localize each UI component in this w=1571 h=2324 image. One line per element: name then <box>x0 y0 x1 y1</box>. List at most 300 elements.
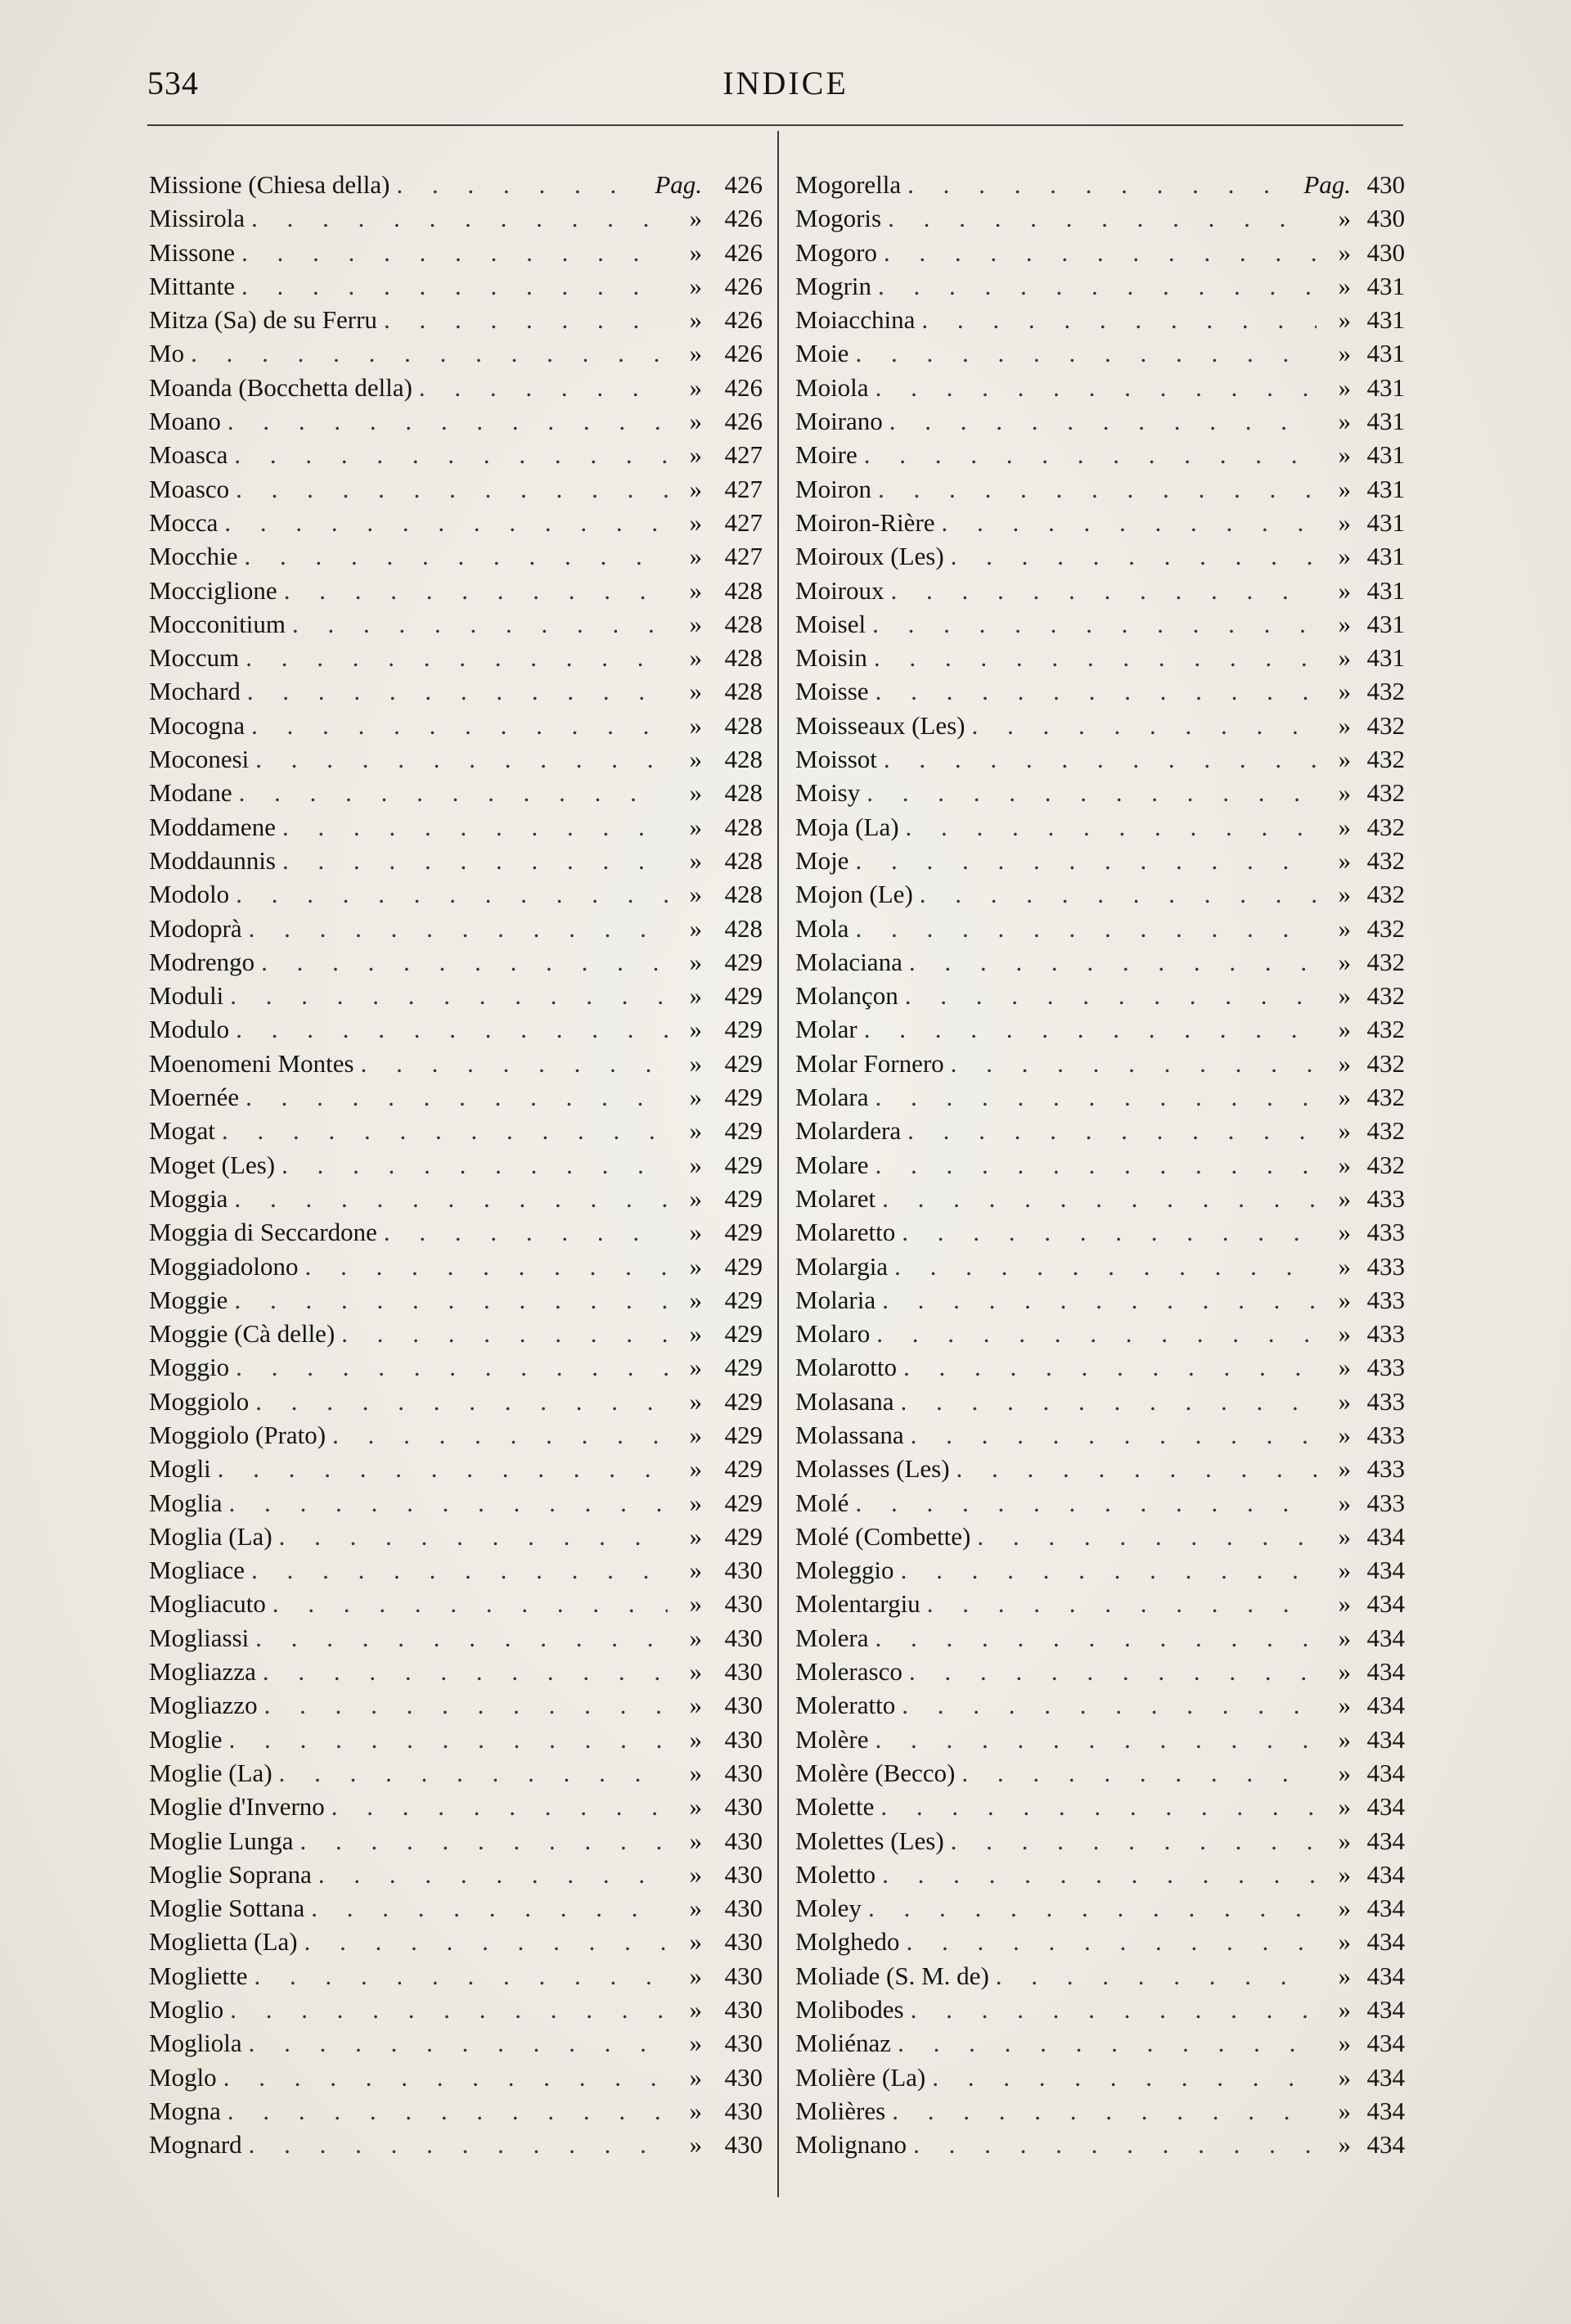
entry-name: Mognard <box>149 2130 242 2160</box>
entry-name: Moccum <box>149 643 240 673</box>
leader-dots <box>864 438 1317 471</box>
page-marker: » <box>1338 1454 1351 1484</box>
entry-name: Molghedo <box>795 1927 900 1957</box>
entry-name: Molargia <box>795 1251 889 1281</box>
leader-dots <box>906 810 1317 844</box>
entry-page-number: 429 <box>724 1218 763 1247</box>
leader-dots <box>927 1587 1317 1620</box>
index-entry <box>149 709 763 742</box>
entry-page-number: 433 <box>1366 1386 1405 1416</box>
entry-page-number: 430 <box>724 1758 763 1787</box>
entry-name: Molère (Becco) <box>795 1758 956 1787</box>
entry-name: Molières <box>795 2096 886 2125</box>
entry-name: Moggio <box>149 1353 230 1382</box>
page-marker: » <box>1338 305 1351 335</box>
leader-dots <box>292 607 668 641</box>
leader-dots <box>249 912 668 945</box>
index-entry <box>795 776 1405 809</box>
leader-dots <box>882 1283 1317 1317</box>
leader-dots <box>941 506 1317 539</box>
index-entry <box>149 1114 763 1147</box>
leader-dots <box>951 539 1317 573</box>
page-marker: » <box>689 1116 702 1146</box>
entry-page-number: 430 <box>724 2130 763 2160</box>
leader-dots <box>957 1452 1317 1485</box>
entry-name: Moleggio <box>795 1556 894 1585</box>
entry-page-number: 426 <box>724 237 763 267</box>
entry-name: Mogliazzo <box>149 1691 258 1720</box>
leader-dots <box>874 641 1317 674</box>
entry-page-number: 434 <box>1366 1826 1405 1855</box>
index-entry <box>149 1080 763 1114</box>
entry-name: Moja (La) <box>795 812 899 841</box>
index-entry <box>149 607 763 641</box>
leader-dots <box>239 776 668 809</box>
entry-name: Moenomeni Montes <box>149 1048 354 1078</box>
leader-dots <box>234 438 668 471</box>
index-entry <box>149 1824 763 1858</box>
page-marker: » <box>689 1859 702 1889</box>
page-marker: » <box>1338 778 1351 808</box>
leader-dots <box>891 574 1317 607</box>
leader-dots <box>249 2026 668 2060</box>
leader-dots <box>254 1959 668 1993</box>
page-marker: » <box>689 440 702 470</box>
entry-page-number: 429 <box>724 1015 763 1044</box>
entry-page-number: 427 <box>724 507 763 537</box>
entry-name: Molardera <box>795 1116 902 1146</box>
leader-dots <box>191 336 668 370</box>
leader-dots <box>227 404 668 438</box>
entry-page-number: 431 <box>1366 643 1405 673</box>
entry-name: Mogliazza <box>149 1657 256 1687</box>
page-marker: » <box>1338 2096 1351 2125</box>
entry-page-number: 429 <box>724 1183 763 1213</box>
page-marker: » <box>1338 981 1351 1011</box>
entry-name: Missone <box>149 237 236 267</box>
page-marker: » <box>1338 271 1351 300</box>
leader-dots <box>245 641 668 674</box>
index-entry <box>149 1215 763 1249</box>
entry-name: Missione (Chiesa della) <box>149 170 390 199</box>
index-entry <box>149 742 763 776</box>
index-entry <box>149 1621 763 1655</box>
entry-name: Moggia <box>149 1183 228 1213</box>
leader-dots <box>279 1756 668 1790</box>
index-entry <box>795 269 1405 303</box>
entry-name: Molasana <box>795 1386 894 1416</box>
index-entry <box>795 1688 1405 1722</box>
page-marker: » <box>689 1826 702 1855</box>
page-marker: » <box>1338 1420 1351 1449</box>
page-marker: » <box>689 710 702 740</box>
entry-name: Moley <box>795 1894 862 1923</box>
index-entry <box>149 1385 763 1418</box>
entry-page-number: 433 <box>1366 1353 1405 1382</box>
entry-page-number: 429 <box>724 1386 763 1416</box>
entry-name: Molignano <box>795 2130 907 2160</box>
page-marker: » <box>689 1083 702 1112</box>
entry-page-number: 430 <box>724 2062 763 2092</box>
entry-name: Moglie Soprana <box>149 1859 312 1889</box>
index-entry <box>149 371 763 404</box>
entry-page-number: 429 <box>724 1150 763 1179</box>
entry-name: Molentargiu <box>795 1589 921 1619</box>
page-marker: » <box>689 845 702 875</box>
entry-name: Molar Fornero <box>795 1048 944 1078</box>
index-entry <box>795 336 1405 370</box>
entry-page-number: 428 <box>724 710 763 740</box>
page-marker: » <box>1338 1894 1351 1923</box>
leader-dots <box>880 1790 1317 1823</box>
index-column-left <box>149 168 763 2162</box>
leader-dots <box>876 1723 1317 1756</box>
page-marker: » <box>689 1454 702 1484</box>
entry-name: Moddamene <box>149 812 276 841</box>
entry-page-number: 428 <box>724 609 763 638</box>
leader-dots <box>902 1688 1317 1722</box>
index-entry <box>795 945 1405 979</box>
entry-name: Moglie <box>149 1724 223 1754</box>
entry-page-number: 434 <box>1366 1859 1405 1889</box>
entry-name: Mocciglione <box>149 575 277 605</box>
index-entry <box>149 2094 763 2128</box>
page-marker: » <box>689 1015 702 1044</box>
leader-dots <box>229 1486 668 1520</box>
entry-name: Moisin <box>795 643 867 673</box>
entry-name: Mogorella <box>795 170 902 199</box>
leader-dots <box>855 336 1317 370</box>
index-entry <box>795 1993 1405 2026</box>
leader-dots <box>222 1114 668 1147</box>
entry-name: Modolo <box>149 880 230 909</box>
page-marker: » <box>1338 2130 1351 2160</box>
index-entry <box>149 168 763 201</box>
entry-name: Moglia <box>149 1488 223 1517</box>
entry-page-number: 433 <box>1366 1319 1405 1349</box>
leader-dots <box>241 236 668 269</box>
entry-name: Mitza (Sa) de su Ferru <box>149 305 377 335</box>
entry-name: Mogliola <box>149 2029 242 2058</box>
index-entry <box>795 1891 1405 1925</box>
leader-dots <box>251 201 668 235</box>
index-entry <box>149 1790 763 1823</box>
page-marker: » <box>1338 1792 1351 1822</box>
index-entry <box>795 472 1405 506</box>
leader-dots <box>419 371 668 404</box>
index-entry <box>149 1756 763 1790</box>
entry-page-number: 434 <box>1366 2096 1405 2125</box>
page-marker: » <box>689 1183 702 1213</box>
page-number: 534 <box>147 65 199 101</box>
entry-page-number: 430 <box>1366 237 1405 267</box>
index-entry <box>795 574 1405 607</box>
entry-name: Molaretto <box>795 1218 896 1247</box>
entry-page-number: 430 <box>724 1995 763 2024</box>
entry-name: Mittante <box>149 271 236 300</box>
index-entry <box>149 506 763 539</box>
entry-page-number: 426 <box>724 305 763 335</box>
entry-page-number: 434 <box>1366 1556 1405 1585</box>
leader-dots <box>255 1385 668 1418</box>
entry-page-number: 432 <box>1366 677 1405 706</box>
entry-page-number: 432 <box>1366 981 1405 1011</box>
index-entry <box>149 776 763 809</box>
entry-page-number: 433 <box>1366 1454 1405 1484</box>
index-entry <box>149 1182 763 1215</box>
page-marker: » <box>1338 575 1351 605</box>
page-marker: » <box>689 507 702 537</box>
entry-name: Molare <box>795 1150 869 1179</box>
entry-name: Moglia (La) <box>149 1521 272 1551</box>
index-entry <box>795 1553 1405 1587</box>
page-marker: » <box>689 880 702 909</box>
leader-dots <box>249 2128 668 2161</box>
entry-page-number: 426 <box>724 407 763 436</box>
entry-name: Molerasco <box>795 1657 903 1687</box>
entry-name: Modrengo <box>149 947 255 976</box>
page-marker: » <box>1338 1319 1351 1349</box>
leader-dots <box>282 810 668 844</box>
entry-page-number: 428 <box>724 575 763 605</box>
index-column-right <box>795 168 1405 2162</box>
page-marker: » <box>1338 677 1351 706</box>
entry-name: Mogliace <box>149 1556 245 1585</box>
entry-name: Molibodes <box>795 1995 904 2024</box>
entry-name: Moglietta (La) <box>149 1927 298 1957</box>
leader-dots <box>236 1350 668 1384</box>
leader-dots <box>255 742 668 776</box>
entry-name: Mocca <box>149 507 218 537</box>
index-entry <box>149 877 763 911</box>
page-marker: » <box>1338 1927 1351 1957</box>
leader-dots <box>318 1858 668 1891</box>
leader-dots <box>921 303 1317 336</box>
entry-name: Molaro <box>795 1319 871 1349</box>
leader-dots <box>341 1317 668 1350</box>
page-marker: Pag. <box>655 170 702 199</box>
page-marker: » <box>689 237 702 267</box>
leader-dots <box>977 1520 1317 1553</box>
index-entry <box>795 641 1405 674</box>
entry-page-number: 434 <box>1366 1724 1405 1754</box>
page-marker: » <box>689 1623 702 1652</box>
entry-page-number: 430 <box>724 1792 763 1822</box>
leader-dots <box>305 1250 668 1283</box>
index-entry <box>795 1350 1405 1384</box>
page-marker: » <box>689 575 702 605</box>
entry-name: Mocogna <box>149 710 245 740</box>
entry-name: Moglie Lunga <box>149 1826 294 1855</box>
page-marker: » <box>689 271 702 300</box>
index-entry <box>149 641 763 674</box>
entry-page-number: 430 <box>724 2096 763 2125</box>
entry-name: Missirola <box>149 204 245 233</box>
entry-page-number: 429 <box>724 1319 763 1349</box>
entry-name: Mola <box>795 913 849 943</box>
page-marker: » <box>689 1556 702 1585</box>
leader-dots <box>878 472 1317 506</box>
leader-dots <box>244 539 668 573</box>
header-rule <box>147 124 1403 126</box>
page-marker: » <box>1338 1826 1351 1855</box>
leader-dots <box>920 877 1317 911</box>
index-entry <box>795 201 1405 235</box>
page-marker: » <box>1338 1251 1351 1281</box>
index-entry <box>149 539 763 573</box>
leader-dots <box>905 979 1317 1012</box>
page-marker: » <box>1338 372 1351 402</box>
entry-page-number: 431 <box>1366 339 1405 368</box>
entry-page-number: 434 <box>1366 2062 1405 2092</box>
page-marker: » <box>689 913 702 943</box>
leader-dots <box>913 2128 1317 2161</box>
page-marker: » <box>689 745 702 774</box>
leader-dots <box>907 168 1295 201</box>
entry-name: Mocchie <box>149 542 238 571</box>
leader-dots <box>384 1215 668 1249</box>
leader-dots <box>911 1993 1317 2026</box>
index-entry <box>149 269 763 303</box>
page-marker: » <box>689 474 702 503</box>
entry-page-number: 432 <box>1366 812 1405 841</box>
entry-page-number: 429 <box>724 1251 763 1281</box>
index-entry <box>795 1520 1405 1553</box>
leader-dots <box>227 2094 668 2128</box>
entry-name: Moisel <box>795 609 867 638</box>
entry-name: Moiron <box>795 474 871 503</box>
page-marker: » <box>689 1048 702 1078</box>
index-entry <box>795 1959 1405 1993</box>
entry-name: Moliade (S. M. de) <box>795 1961 989 1990</box>
leader-dots <box>868 1891 1317 1925</box>
page-marker: » <box>1338 2062 1351 2092</box>
entry-page-number: 430 <box>724 1927 763 1957</box>
page-marker: » <box>689 1792 702 1822</box>
entry-name: Molettes (Les) <box>795 1826 944 1855</box>
entry-name: Molar <box>795 1015 858 1044</box>
index-entry <box>795 2026 1405 2060</box>
entry-page-number: 429 <box>724 981 763 1011</box>
entry-name: Modulo <box>149 1015 230 1044</box>
entry-name: Mogna <box>149 2096 221 2125</box>
index-entry <box>149 1452 763 1485</box>
page-marker: » <box>689 542 702 571</box>
entry-name: Molaria <box>795 1285 876 1314</box>
leader-dots <box>236 1012 668 1046</box>
leader-dots <box>236 472 668 506</box>
page-marker: » <box>1338 542 1351 571</box>
entry-page-number: 433 <box>1366 1488 1405 1517</box>
index-entry <box>795 168 1405 201</box>
leader-dots <box>876 1317 1317 1350</box>
page-marker: » <box>1338 1150 1351 1179</box>
index-entry <box>149 674 763 708</box>
page-marker: » <box>1338 474 1351 503</box>
leader-dots <box>263 1655 668 1688</box>
entry-name: Moie <box>795 339 849 368</box>
leader-dots <box>878 269 1317 303</box>
page-marker: » <box>1338 1724 1351 1754</box>
entry-name: Mogli <box>149 1454 211 1484</box>
page-marker: » <box>1338 507 1351 537</box>
page-marker: » <box>689 677 702 706</box>
entry-name: Moggie <box>149 1285 228 1314</box>
page-marker: » <box>1338 1758 1351 1787</box>
index-entry <box>149 945 763 979</box>
index-entry <box>795 1012 1405 1046</box>
index-entry <box>795 1182 1405 1215</box>
entry-name: Moje <box>795 845 849 875</box>
entry-page-number: 434 <box>1366 2130 1405 2160</box>
entry-page-number: 430 <box>724 1724 763 1754</box>
index-entry <box>149 1283 763 1317</box>
page-marker: » <box>689 1927 702 1957</box>
leader-dots <box>876 674 1317 708</box>
index-entry <box>795 877 1405 911</box>
leader-dots <box>876 1080 1317 1114</box>
entry-name: Mogoro <box>795 237 877 267</box>
index-entry <box>149 303 763 336</box>
entry-name: Moglie d'Inverno <box>149 1792 325 1822</box>
entry-name: Moggiolo (Prato) <box>149 1420 326 1449</box>
page-marker: » <box>1338 1657 1351 1687</box>
index-entry <box>149 844 763 877</box>
leader-dots <box>855 912 1317 945</box>
leader-dots <box>218 1452 668 1485</box>
leader-dots <box>223 2061 668 2094</box>
entry-page-number: 426 <box>724 170 763 199</box>
index-entry <box>149 1486 763 1520</box>
index-entry <box>149 201 763 235</box>
index-entry <box>149 2061 763 2094</box>
entry-page-number: 432 <box>1366 1015 1405 1044</box>
page-marker: » <box>1338 913 1351 943</box>
entry-name: Moggiolo <box>149 1386 250 1416</box>
entry-page-number: 429 <box>724 1285 763 1314</box>
page-marker: » <box>689 305 702 335</box>
index-entry <box>149 472 763 506</box>
page-marker: » <box>1338 1083 1351 1112</box>
page-marker: » <box>689 1724 702 1754</box>
page-marker: » <box>1338 407 1351 436</box>
page-marker: » <box>1338 880 1351 909</box>
entry-page-number: 432 <box>1366 745 1405 774</box>
page-marker: » <box>1338 237 1351 267</box>
index-entry <box>149 1858 763 1891</box>
page-marker: » <box>1338 1859 1351 1889</box>
index-entry <box>795 404 1405 438</box>
entry-page-number: 426 <box>724 339 763 368</box>
entry-name: Moggia di Seccardone <box>149 1218 377 1247</box>
index-entry <box>149 1520 763 1553</box>
leader-dots <box>902 1215 1317 1249</box>
entry-page-number: 427 <box>724 542 763 571</box>
page-marker: » <box>689 1589 702 1619</box>
index-entry <box>149 1148 763 1182</box>
entry-name: Moiroux <box>795 575 885 605</box>
page-marker: » <box>689 339 702 368</box>
entry-name: Mochard <box>149 677 241 706</box>
entry-page-number: 430 <box>724 1691 763 1720</box>
leader-dots <box>224 506 668 539</box>
index-entry <box>795 1080 1405 1114</box>
entry-page-number: 434 <box>1366 1961 1405 1990</box>
index-entry <box>795 742 1405 776</box>
entry-name: Moiroux (Les) <box>795 542 944 571</box>
entry-page-number: 432 <box>1366 880 1405 909</box>
index-entry <box>149 1587 763 1620</box>
